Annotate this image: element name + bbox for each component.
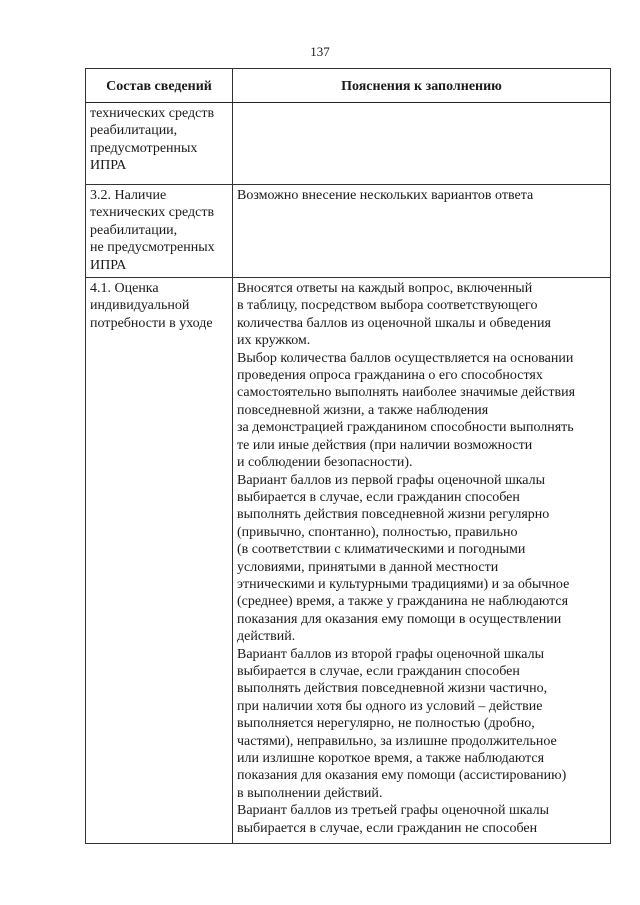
explanation-text-line: показания для оказания ему помощи в осуществлении — [237, 611, 562, 627]
explanation-text-line: выбирается в случае, если гражданин не способен — [237, 820, 538, 836]
section-text-line: технических средств — [90, 205, 215, 221]
section-cell — [86, 185, 233, 278]
explanation-text-line: выполнять действия повседневной жизни регулярно — [237, 507, 550, 523]
section-text-line: 4.1. Оценка — [90, 281, 159, 297]
section-text-line: реабилитации, — [90, 222, 178, 238]
section-text-line: реабилитации, — [90, 123, 178, 139]
explanation-text-line: в выполнении действий. — [237, 785, 383, 801]
explanation-text-line: этническими и культурными традициями) и за обычное — [237, 576, 570, 592]
section-cell — [86, 103, 233, 185]
section-text-line: не предусмотренных — [90, 240, 215, 256]
explanation-text-line: за демонстрацией гражданином способности выполнять — [237, 420, 574, 436]
explanation-text-line: Вносятся ответы на каждый вопрос, включенный — [237, 281, 533, 297]
explanation-text-line: условиями, принятыми в данной местности — [237, 559, 499, 575]
table-row — [86, 185, 611, 278]
section-text-line: потребности в уходе — [90, 315, 213, 331]
explanation-cell — [233, 185, 611, 278]
explanation-text-line: (в соответствии с климатическими и погодными — [237, 542, 526, 558]
section-text-line: 3.2. Наличие — [90, 188, 167, 203]
table-header-row — [86, 69, 611, 103]
table-row — [86, 278, 611, 844]
explanation-text-line: повседневной жизни, а также наблюдения — [237, 402, 489, 418]
explanation-text-line: в таблицу, посредством выбора соответствующего — [237, 298, 538, 314]
form-instructions-table — [85, 68, 611, 844]
explanation-text-line: Выбор количества баллов осуществляется на основании — [237, 350, 574, 366]
explanation-text-line: те или иные действия (при наличии возможности — [237, 437, 533, 453]
section-text-line: индивидуальной — [90, 298, 190, 314]
explanation-text-line: выбирается в случае, если гражданин способен — [237, 489, 520, 505]
explanation-text-line: Вариант баллов из третьей графы оценочной шкалы — [237, 803, 550, 819]
section-text-line: технических средств — [90, 106, 215, 121]
explanation-text-line: (привычно, спонтанно), полностью, правильно — [237, 524, 518, 540]
section-text-line: предусмотренных — [90, 140, 198, 156]
section-cell — [86, 278, 233, 844]
explanation-text-line: выбирается в случае, если гражданин способен — [237, 663, 520, 679]
explanation-cell — [233, 103, 611, 185]
explanation-text-line: самостоятельно выполнять наиболее значимые действия — [237, 385, 576, 401]
explanation-text-line: проведения опроса гражданина о его способностях — [237, 368, 543, 384]
column-header-explanations: Пояснения к заполнению — [233, 69, 611, 103]
page-number: 137 — [310, 44, 330, 59]
explanation-text-line: при наличии хотя бы одного из условий – действие — [237, 698, 543, 714]
explanation-text-line: их кружком. — [237, 333, 311, 349]
explanation-text-line: выполняется нерегулярно, не полностью (дробно, — [237, 716, 535, 732]
explanation-text-line: Вариант баллов из первой графы оценочной шкалы — [237, 472, 546, 488]
explanation-text-line: действий. — [237, 629, 296, 645]
section-text-line: ИПРА — [90, 158, 127, 174]
explanation-text-line: и соблюдении безопасности). — [237, 455, 413, 471]
column-header-composition: Состав сведений — [86, 69, 233, 103]
explanation-text-line: частями), неправильно, за излишне продолжительное — [237, 733, 557, 749]
explanation-text-line: Возможно внесение нескольких вариантов ответа — [237, 188, 534, 203]
explanation-text-line: выполнять действия повседневной жизни частично, — [237, 681, 548, 697]
table-row — [86, 103, 611, 185]
section-text-line: ИПРА — [90, 257, 127, 273]
explanation-text-line: количества баллов из оценочной шкалы и обведения — [237, 315, 551, 331]
explanation-cell — [233, 278, 611, 844]
explanation-text-line: (среднее) время, а также у гражданина не наблюдаются — [237, 594, 569, 610]
explanation-text-line: или излишне короткое время, а также наблюдаются — [237, 751, 545, 766]
explanation-text-line: Вариант баллов из второй графы оценочной шкалы — [237, 646, 545, 662]
explanation-text-line: показания для оказания ему помощи (ассистированию) — [237, 768, 567, 784]
